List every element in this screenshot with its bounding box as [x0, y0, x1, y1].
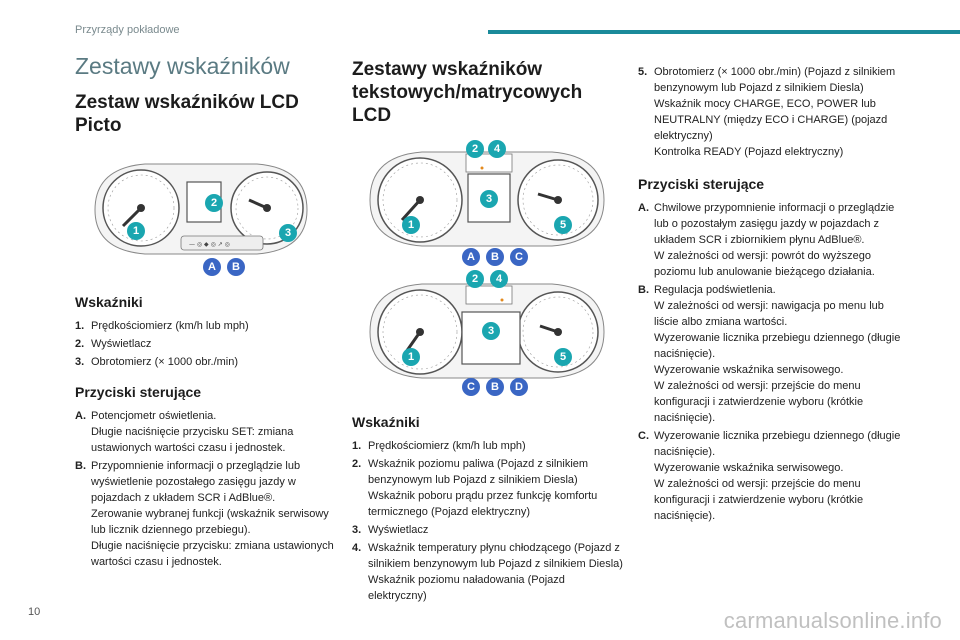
- control-item: B. Przypomnienie informacji o przeglądzie lub wyświetlenie pozostałego zasięgu jazdy w pojazdach z układem SCR i AdBlue®. Zerowanie wybranej funkcji (wskaźnik serwisowy lub licznik dziennego przebiegu). Długie naciśnięcie przycisku: zmiana ustawionych wartości czasu i jednostek.: [75, 459, 334, 568]
- figure-badge-a: A: [203, 258, 221, 276]
- running-header: Przyrządy pokładowe: [75, 24, 180, 36]
- figure1-badge-c: C: [510, 248, 528, 266]
- control-item: A. Chwilowe przypomnienie informacji o przeglądzie lub o pozostałym zasięgu jazdy w pojazdach z układem SCR i zbiornikiem płynu AdBlue®. W zależności od wersji: powrót do wyższego poziomu lub anulowanie bieżącego działania.: [638, 202, 895, 278]
- controls-heading: Przyciski sterujące: [638, 176, 765, 192]
- watermark: carmanualsonline.info: [723, 608, 942, 633]
- control-item: A. Potencjometr oświetlenia. Długie naciśnięcie przycisku SET: zmiana ustawionych wartości czasu i jednostek.: [75, 409, 294, 454]
- section-title-picto: Zestaw wskaźników LCD Picto: [75, 92, 299, 137]
- indicator-item: 2. Wskaźnik poziomu paliwa (Pojazd z silnikiem benzynowym lub Pojazd z silnikiem Diesla) Wskaźnik poboru prądu przez funkcję komfortu termicznego (Pojazd elektryczny): [352, 457, 598, 518]
- page-number: 10: [28, 606, 41, 618]
- control-item: C. Wyzerowanie licznika przebiegu dziennego (długie naciśnięcie). Wyzerowanie wskaźnika serwisowego. W zależności od wersji: przejście do menu konfiguracji i zatwierdzenie wyboru (krótkie naciśnięcie).: [638, 430, 901, 522]
- indicator-item: 3. Obrotomierz (× 1000 obr./min): [75, 355, 239, 368]
- matrix-cluster-figure-1: [362, 140, 612, 268]
- column-left: [75, 52, 345, 572]
- controls-heading: Przyciski sterujące: [75, 383, 202, 400]
- picto-cluster-illustration: [85, 150, 317, 262]
- matrix-cluster-figure-2: [362, 274, 612, 398]
- figure1-badge-b: B: [486, 248, 504, 266]
- figure1-badge-3: 3: [480, 190, 498, 208]
- indicator-item: 1. Prędkościomierz (km/h lub mph): [352, 439, 526, 452]
- figure1-badge-a: A: [462, 248, 480, 266]
- section-title-matrix: Zestawy wskaźników tekstowych/matrycowych LCD: [352, 59, 583, 127]
- column-right: [638, 64, 906, 526]
- column-middle: [352, 52, 624, 606]
- indicator-item: 2. Wyświetlacz: [75, 337, 152, 350]
- figure1-badge-4: 4: [488, 140, 506, 158]
- figure1-badge-2: 2: [466, 140, 484, 158]
- indicators-heading: Wskaźniki: [352, 413, 420, 430]
- figure-badge-2: 2: [205, 194, 223, 212]
- figure2-badge-3: 3: [482, 322, 500, 340]
- figure2-badge-4: 4: [490, 270, 508, 288]
- figure2-badge-c: C: [462, 378, 480, 396]
- indicators-heading: Wskaźniki: [75, 293, 143, 310]
- figure2-badge-2: 2: [466, 270, 484, 288]
- figure1-badge-5: 5: [554, 216, 572, 234]
- indicator-item: 5. Obrotomierz (× 1000 obr./min) (Pojazd z silnikiem benzynowym lub Pojazd z silnikiem Diesla) Wskaźnik mocy CHARGE, ECO, POWER lub NEUTRALNY (między ECO i CHARGE) (pojazd elektryczny) Kontrolka READY (Pojazd elektryczny): [638, 66, 896, 158]
- indicator-item: 3. Wyświetlacz: [352, 523, 429, 536]
- figure2-badge-1: 1: [402, 348, 420, 366]
- figure2-badge-5: 5: [554, 348, 572, 366]
- figure-badge-b: B: [227, 258, 245, 276]
- control-item: B. Regulacja podświetlenia. W zależności od wersji: nawigacja po menu lub liście albo zmiana wartości. Wyzerowanie licznika przebiegu dziennego (długie naciśnięcie). Wyzerowanie wskaźnika serwisowego. W zależności od wersji: przejście do menu konfiguracji i zatwierdzenie wyboru (krótkie naciśnięcie).: [638, 284, 901, 424]
- picto-cluster-figure: [85, 150, 317, 280]
- figure-badge-1: 1: [127, 222, 145, 240]
- indicator-item: 1. Prędkościomierz (km/h lub mph): [75, 319, 249, 332]
- header-accent-bar: [488, 30, 960, 34]
- figure1-badge-1: 1: [402, 216, 420, 234]
- figure2-badge-b: B: [486, 378, 504, 396]
- page-title: Zestawy wskaźników: [75, 53, 290, 79]
- figure2-badge-d: D: [510, 378, 528, 396]
- svg-text:— ◎ ◆ ◎ ↗ ◎: — ◎ ◆ ◎ ↗ ◎: [189, 240, 230, 248]
- figure-badge-3: 3: [279, 224, 297, 242]
- indicator-item: 4. Wskaźnik temperatury płynu chłodzącego (Pojazd z silnikiem benzynowym lub Pojazd z silnikiem Diesla) Wskaźnik poziomu naładowania (Pojazd elektryczny): [352, 541, 623, 602]
